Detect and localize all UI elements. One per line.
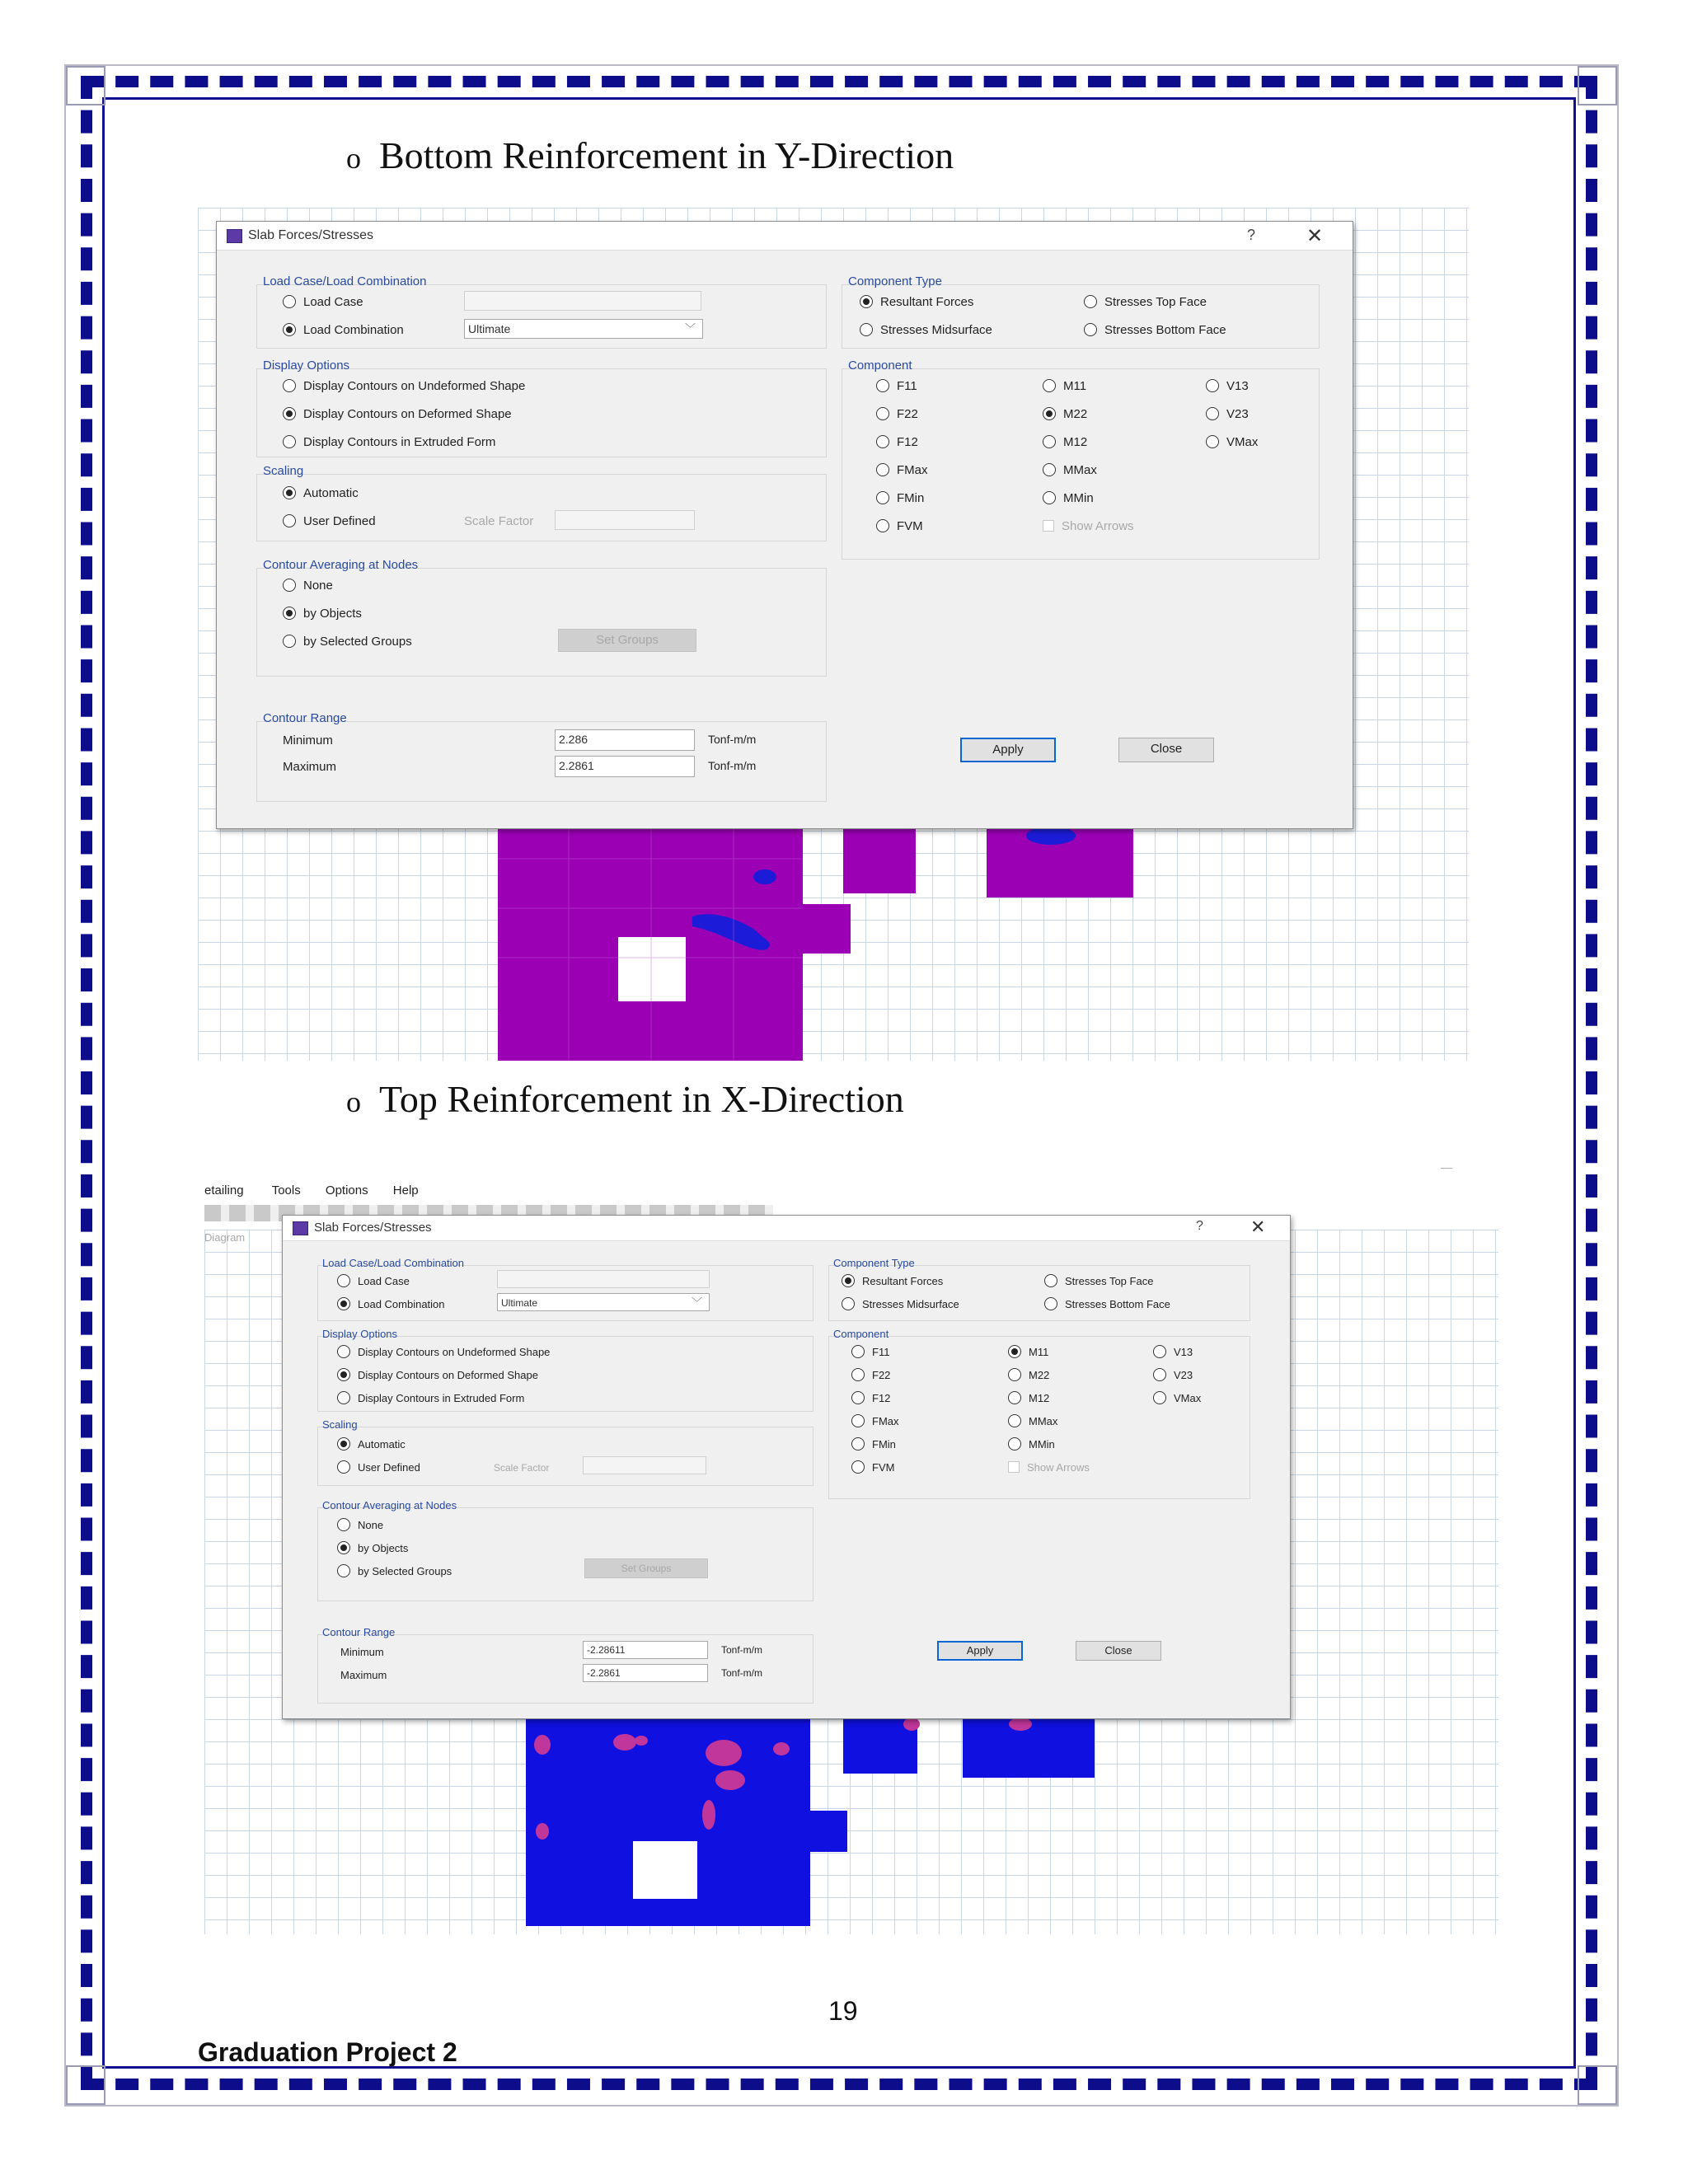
radio-label: Display Contours in Extruded Form	[358, 1392, 525, 1404]
component-mmin-radio[interactable]	[1043, 490, 1094, 507]
minimum-input[interactable]: 2.286	[555, 729, 695, 751]
load-case-group-title: Load Case/Load Combination	[263, 274, 427, 288]
load-case-radio[interactable]	[337, 1273, 410, 1290]
radio-label: M12	[1029, 1392, 1050, 1404]
radio-label: Load Case	[358, 1275, 410, 1287]
radio-label: F11	[872, 1346, 890, 1358]
radio-icon	[337, 1518, 350, 1531]
app-icon	[227, 229, 242, 243]
contour-blob	[702, 1800, 715, 1830]
maximum-input[interactable]: -2.2861	[583, 1664, 708, 1682]
slab-magenta-region	[498, 811, 1133, 1061]
scale-factor-input[interactable]	[583, 1456, 706, 1474]
load-case-group-title: Load Case/Load Combination	[322, 1257, 465, 1269]
radio-icon	[337, 1541, 350, 1554]
radio-label: F22	[897, 407, 918, 421]
radio-label: FMin	[872, 1438, 896, 1451]
checkbox-icon	[1008, 1461, 1020, 1473]
contour-blob	[635, 1736, 648, 1746]
radio-icon	[1043, 407, 1056, 420]
minimum-label: Minimum	[340, 1646, 384, 1658]
radio-label: MMin	[1063, 491, 1094, 505]
averaging-none-radio[interactable]	[337, 1517, 383, 1534]
radio-icon	[1153, 1391, 1166, 1404]
page-number: 19	[828, 1996, 858, 2026]
radio-icon	[876, 407, 889, 420]
contour-averaging-group-title: Contour Averaging at Nodes	[263, 558, 419, 572]
scaling-group-title: Scaling	[322, 1418, 358, 1431]
radio-label: F11	[897, 379, 917, 393]
component-f22-radio[interactable]	[876, 406, 918, 423]
stresses-bottom-face-radio[interactable]	[1084, 322, 1226, 339]
component-vmax-radio[interactable]	[1206, 434, 1258, 451]
screenshot-bottom-reinforcement	[198, 208, 1469, 1061]
radio-label: Load Case	[303, 295, 363, 309]
averaging-by-groups-radio[interactable]	[337, 1563, 452, 1580]
radio-label: V13	[1174, 1346, 1193, 1358]
undeformed-radio[interactable]	[283, 378, 525, 395]
radio-label: Load Combination	[358, 1298, 445, 1310]
radio-icon	[1206, 435, 1219, 448]
radio-icon	[1008, 1437, 1021, 1451]
contour-blob	[706, 1740, 742, 1766]
load-combination-radio[interactable]	[337, 1296, 445, 1313]
radio-icon	[337, 1391, 350, 1404]
radio-label: M11	[1029, 1346, 1049, 1358]
maximum-label: Maximum	[340, 1669, 387, 1681]
load-case-radio[interactable]	[283, 294, 363, 311]
radio-label: User Defined	[358, 1461, 420, 1474]
radio-label: None	[358, 1519, 384, 1531]
checkbox-icon	[1043, 520, 1054, 532]
minimum-input[interactable]: -2.28611	[583, 1641, 708, 1659]
footer-title: Graduation Project 2	[198, 2037, 457, 2067]
radio-label: by Objects	[358, 1542, 409, 1554]
radio-icon	[851, 1345, 865, 1358]
component-f12-radio[interactable]	[851, 1390, 890, 1407]
contour-averaging-group	[256, 568, 827, 677]
radio-icon	[283, 514, 296, 527]
radio-label: V13	[1226, 379, 1249, 393]
contour-blob	[715, 1770, 745, 1790]
close-icon[interactable]: ✕	[1250, 1216, 1266, 1237]
scale-factor-input[interactable]	[555, 510, 695, 530]
stresses-midsurface-radio[interactable]	[860, 322, 992, 339]
radio-label: FMax	[872, 1415, 899, 1427]
load-combination-select[interactable]	[497, 1293, 710, 1311]
border-corner-bottom-right	[1578, 2065, 1617, 2105]
load-combination-radio[interactable]	[283, 322, 404, 339]
stresses-bottom-face-radio[interactable]	[1044, 1296, 1170, 1313]
show-arrows-checkbox[interactable]	[1008, 1460, 1090, 1476]
dialog-title: Slab Forces/Stresses	[314, 1221, 432, 1235]
menu-tools[interactable]: Tools	[271, 1183, 301, 1197]
radio-label: Stresses Top Face	[1104, 295, 1207, 309]
menu-options[interactable]: Options	[325, 1183, 368, 1197]
radio-icon	[283, 579, 296, 592]
maximum-unit: Tonf-m/m	[721, 1667, 763, 1679]
apply-button[interactable]: Apply	[960, 738, 1056, 762]
radio-icon	[1008, 1391, 1021, 1404]
component-f11-radio[interactable]	[851, 1344, 889, 1361]
radio-label: M11	[1063, 379, 1087, 393]
component-type-group-title: Component Type	[833, 1257, 915, 1269]
radio-label: MMax	[1063, 463, 1097, 477]
radio-label: Display Contours in Extruded Form	[303, 435, 496, 449]
contour-blob	[534, 1735, 551, 1755]
minimum-unit: Tonf-m/m	[721, 1644, 763, 1656]
radio-label: VMax	[1226, 435, 1259, 449]
radio-icon	[860, 295, 873, 308]
undeformed-radio[interactable]	[337, 1344, 550, 1361]
radio-label: VMax	[1174, 1392, 1202, 1404]
heading-bullet: o	[346, 142, 361, 175]
user-defined-radio[interactable]	[283, 513, 376, 530]
radio-icon	[851, 1437, 865, 1451]
radio-label: F12	[872, 1392, 891, 1404]
scale-factor-label: Scale Factor	[464, 514, 534, 528]
contour-blob	[613, 1734, 636, 1750]
radio-icon	[1044, 1274, 1057, 1287]
close-button[interactable]: Close	[1118, 738, 1214, 762]
component-v13-radio[interactable]	[1206, 378, 1249, 395]
contour-averaging-group-title: Contour Averaging at Nodes	[322, 1499, 457, 1511]
radio-label: MMin	[1029, 1438, 1055, 1451]
scaling-group-title: Scaling	[263, 464, 304, 478]
radio-icon	[1043, 435, 1056, 448]
combination-value: Ultimate	[501, 1297, 538, 1309]
radio-label: MMax	[1029, 1415, 1058, 1427]
radio-label: FVM	[872, 1461, 895, 1474]
minimum-label: Minimum	[283, 733, 333, 748]
radio-icon	[283, 435, 296, 448]
radio-icon	[283, 323, 296, 336]
radio-icon	[1043, 379, 1056, 392]
component-v23-radio[interactable]	[1153, 1367, 1193, 1384]
radio-icon	[337, 1437, 350, 1451]
radio-icon	[283, 607, 296, 620]
radio-icon	[876, 463, 889, 476]
radio-icon	[1008, 1414, 1021, 1427]
radio-icon	[851, 1368, 865, 1381]
show-arrows-checkbox[interactable]	[1043, 518, 1134, 535]
contour-blob	[753, 869, 776, 884]
averaging-none-radio[interactable]	[283, 578, 333, 594]
radio-icon	[851, 1391, 865, 1404]
heading-text: Top Reinforcement in X-Direction	[379, 1078, 904, 1120]
radio-icon	[337, 1564, 350, 1577]
automatic-radio[interactable]	[337, 1436, 406, 1453]
stresses-top-face-radio[interactable]	[1084, 294, 1207, 311]
radio-icon	[337, 1460, 350, 1474]
radio-icon	[283, 379, 296, 392]
component-m12-radio[interactable]	[1008, 1390, 1049, 1407]
maximum-label: Maximum	[283, 760, 337, 774]
radio-icon	[1008, 1368, 1021, 1381]
resultant-forces-radio[interactable]	[842, 1273, 943, 1290]
radio-label: V23	[1226, 407, 1249, 421]
radio-label: Stresses Bottom Face	[1065, 1298, 1170, 1310]
deformed-radio[interactable]	[283, 406, 512, 423]
close-icon[interactable]: ✕	[1306, 225, 1324, 247]
component-type-group-title: Component Type	[848, 274, 942, 288]
radio-label: V23	[1174, 1369, 1193, 1381]
radio-icon	[283, 295, 296, 308]
component-fmin-radio[interactable]	[851, 1436, 896, 1453]
averaging-by-objects-radio[interactable]	[283, 606, 362, 622]
radio-label: Display Contours on Deformed Shape	[358, 1369, 538, 1381]
component-fmax-radio[interactable]	[876, 462, 928, 479]
radio-icon	[851, 1414, 865, 1427]
slab-panel	[806, 1811, 847, 1852]
dialog-title-bar	[217, 222, 1353, 251]
radio-icon	[1043, 463, 1056, 476]
checkbox-label: Show Arrows	[1062, 519, 1134, 533]
radio-icon	[1043, 491, 1056, 504]
chevron-down-icon: ﹀	[691, 1296, 702, 1309]
stresses-midsurface-radio[interactable]	[842, 1296, 959, 1313]
component-group-title: Component	[833, 1328, 889, 1340]
radio-icon	[842, 1297, 855, 1310]
radio-icon	[876, 491, 889, 504]
app-icon	[293, 1221, 308, 1235]
radio-icon	[1084, 323, 1097, 336]
radio-icon	[876, 435, 889, 448]
radio-label: by Objects	[303, 607, 362, 621]
extruded-radio[interactable]	[283, 434, 495, 451]
radio-icon	[337, 1368, 350, 1381]
averaging-by-groups-radio[interactable]	[283, 634, 412, 650]
slab-forces-dialog	[282, 1215, 1291, 1719]
heading-bottom-reinforcement	[346, 134, 954, 177]
component-mmax-radio[interactable]	[1043, 462, 1097, 479]
radio-label: Automatic	[303, 486, 359, 500]
radio-label: Automatic	[358, 1438, 406, 1451]
deformed-radio[interactable]	[337, 1367, 538, 1384]
component-fvm-radio[interactable]	[851, 1460, 894, 1476]
radio-icon	[283, 407, 296, 420]
radio-label: FMin	[897, 491, 925, 505]
radio-label: M22	[1029, 1369, 1050, 1381]
contour-range-group-title: Contour Range	[263, 711, 347, 725]
border-corner-top-left	[66, 66, 106, 105]
contour-blob	[903, 1718, 920, 1731]
radio-label: by Selected Groups	[358, 1565, 452, 1577]
component-fmin-radio[interactable]	[876, 490, 924, 507]
load-combination-select[interactable]	[464, 319, 703, 339]
resultant-forces-radio[interactable]	[860, 294, 973, 311]
component-m22-radio[interactable]	[1008, 1367, 1049, 1384]
radio-icon	[337, 1274, 350, 1287]
radio-label: M22	[1063, 407, 1088, 421]
radio-icon	[283, 635, 296, 648]
display-options-group-title: Display Options	[322, 1328, 398, 1340]
diagram-tab[interactable]: Diagram	[204, 1231, 246, 1244]
minimize-icon[interactable]: —	[1441, 1160, 1452, 1174]
component-group-title: Component	[848, 359, 912, 373]
radio-icon	[876, 519, 889, 532]
heading-bullet: o	[346, 1085, 361, 1118]
radio-icon	[876, 379, 889, 392]
radio-icon	[860, 323, 873, 336]
radio-label: Display Contours on Deformed Shape	[303, 407, 512, 421]
component-mmin-radio[interactable]	[1008, 1436, 1055, 1453]
contour-blob	[1009, 1718, 1032, 1731]
scale-factor-label: Scale Factor	[494, 1462, 550, 1474]
dialog-title-bar	[283, 1216, 1290, 1241]
radio-icon	[1206, 379, 1219, 392]
help-icon[interactable]: ?	[1196, 1219, 1203, 1233]
radio-icon	[1044, 1297, 1057, 1310]
slab-opening	[618, 937, 686, 1001]
radio-label: M12	[1063, 435, 1088, 449]
close-button[interactable]: Close	[1076, 1641, 1161, 1661]
component-f12-radio[interactable]	[876, 434, 918, 451]
averaging-by-objects-radio[interactable]	[337, 1540, 408, 1557]
heading-text: Bottom Reinforcement in Y-Direction	[379, 134, 954, 176]
dialog-title: Slab Forces/Stresses	[248, 228, 374, 242]
scaling-group	[317, 1427, 814, 1486]
radio-icon	[1153, 1368, 1166, 1381]
contour-blob	[1026, 827, 1076, 845]
maximum-unit: Tonf-m/m	[708, 759, 757, 772]
component-fmax-radio[interactable]	[851, 1413, 899, 1430]
component-m11-radio[interactable]	[1043, 378, 1086, 395]
user-defined-radio[interactable]	[337, 1460, 420, 1476]
set-groups-button[interactable]: Set Groups	[584, 1558, 708, 1578]
radio-label: FVM	[897, 519, 923, 533]
border-corner-top-right	[1578, 66, 1617, 105]
set-groups-button[interactable]: Set Groups	[558, 629, 696, 652]
radio-icon	[337, 1345, 350, 1358]
extruded-radio[interactable]	[337, 1390, 524, 1407]
checkbox-label: Show Arrows	[1027, 1461, 1090, 1474]
component-f22-radio[interactable]	[851, 1367, 890, 1384]
radio-label: User Defined	[303, 514, 376, 528]
radio-label: Stresses Midsurface	[880, 323, 992, 337]
help-icon[interactable]: ?	[1247, 227, 1256, 243]
slab-forces-dialog	[216, 221, 1353, 829]
radio-label: Display Contours on Undeformed Shape	[358, 1346, 551, 1358]
contour-range-group-title: Contour Range	[322, 1626, 396, 1638]
menu-help[interactable]: Help	[392, 1183, 419, 1197]
combination-value: Ultimate	[468, 322, 511, 335]
apply-button[interactable]: Apply	[937, 1641, 1023, 1661]
screenshot-top-reinforcement	[204, 1155, 1498, 1934]
heading-top-reinforcement	[346, 1077, 904, 1121]
radio-label: Resultant Forces	[862, 1275, 944, 1287]
component-vmax-radio[interactable]	[1153, 1390, 1201, 1407]
slab-blue-region	[526, 1712, 1095, 1926]
component-v23-radio[interactable]	[1206, 406, 1249, 423]
radio-label: Display Contours on Undeformed Shape	[303, 379, 526, 393]
radio-label: by Selected Groups	[303, 635, 412, 649]
radio-label: Stresses Bottom Face	[1104, 323, 1226, 337]
radio-icon	[283, 486, 296, 499]
maximum-input[interactable]: 2.2861	[555, 756, 695, 777]
component-mmax-radio[interactable]	[1008, 1413, 1057, 1430]
radio-label: F22	[872, 1369, 891, 1381]
minimum-unit: Tonf-m/m	[708, 733, 757, 746]
radio-label: F12	[897, 435, 918, 449]
slab-opening	[633, 1841, 697, 1899]
component-f11-radio[interactable]	[876, 378, 917, 395]
display-options-group-title: Display Options	[263, 359, 350, 373]
border-corner-bottom-left	[66, 2065, 106, 2105]
menu-detailing[interactable]: etailing	[204, 1183, 244, 1197]
stresses-top-face-radio[interactable]	[1044, 1273, 1153, 1290]
load-case-select[interactable]	[497, 1270, 710, 1288]
component-m11-radio[interactable]	[1008, 1344, 1048, 1361]
radio-icon	[851, 1460, 865, 1474]
component-m22-radio[interactable]	[1043, 406, 1087, 423]
radio-icon	[1206, 407, 1219, 420]
radio-icon	[1008, 1345, 1021, 1358]
radio-icon	[337, 1297, 350, 1310]
radio-label: Resultant Forces	[880, 295, 974, 309]
radio-icon	[1153, 1345, 1166, 1358]
load-case-select[interactable]	[464, 291, 701, 311]
component-v13-radio[interactable]	[1153, 1344, 1193, 1361]
slab-panel	[799, 904, 851, 954]
component-fvm-radio[interactable]	[876, 518, 923, 535]
automatic-radio[interactable]	[283, 485, 359, 502]
radio-label: None	[303, 579, 333, 593]
component-m12-radio[interactable]	[1043, 434, 1087, 451]
radio-label: Stresses Top Face	[1065, 1275, 1154, 1287]
radio-icon	[842, 1274, 855, 1287]
radio-label: Stresses Midsurface	[862, 1298, 959, 1310]
scaling-group	[256, 474, 827, 541]
radio-label: Load Combination	[303, 323, 404, 337]
chevron-down-icon: ﹀	[684, 322, 696, 335]
radio-icon	[1084, 295, 1097, 308]
radio-label: FMax	[897, 463, 928, 477]
contour-blob	[536, 1823, 549, 1840]
contour-blob	[773, 1742, 790, 1755]
